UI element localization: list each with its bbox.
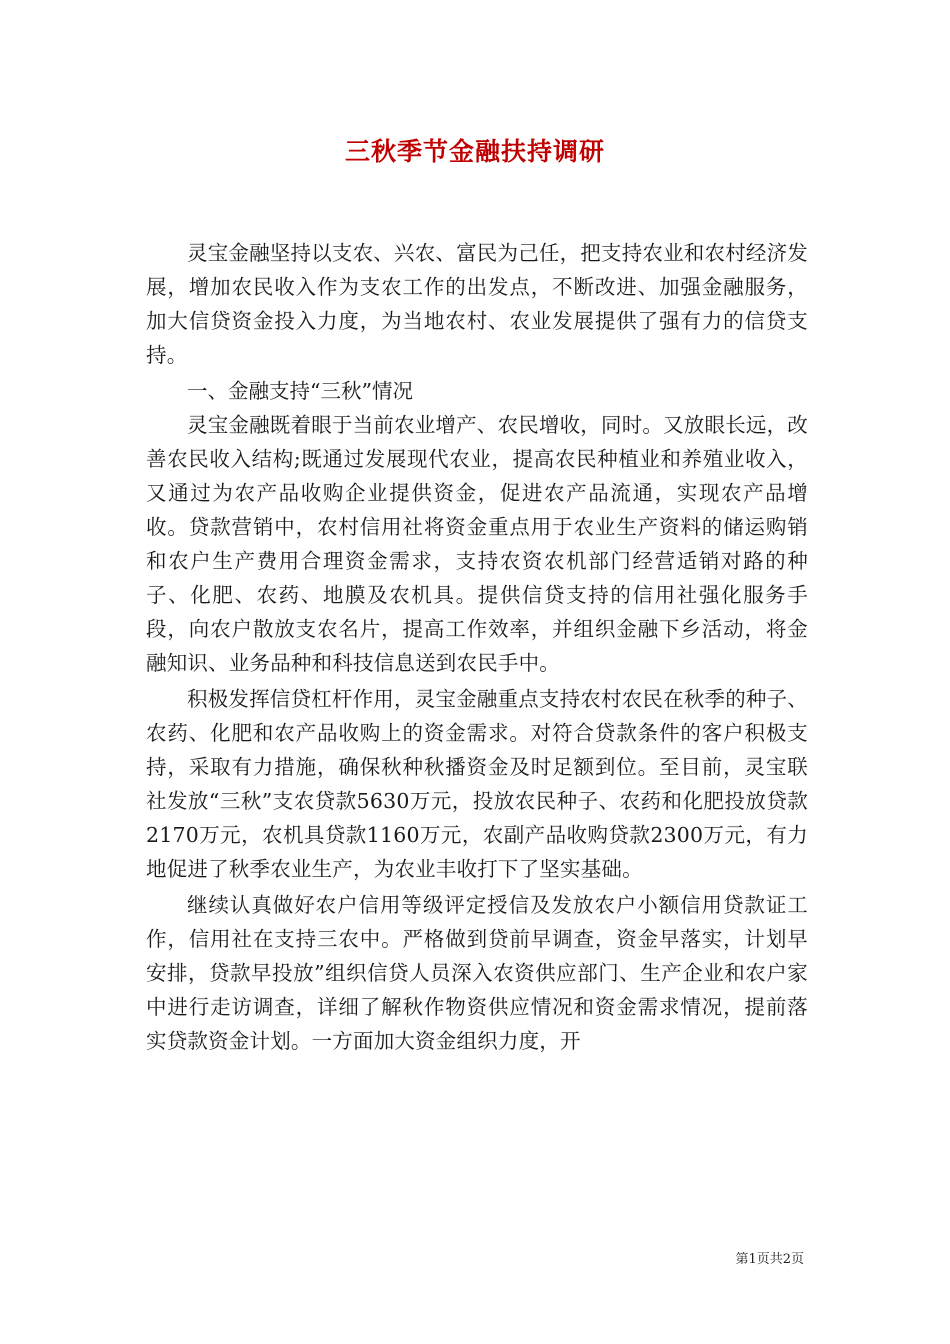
paragraph-intro: 灵宝金融坚持以支农、兴农、富民为己任，把支持农业和农村经济发展，增加农民收入作为支农工作的出发点，不断改进、加强金融服务，加大信贷资金投入力度，为当地农村、农业发展提供了强有力的信贷支持。 <box>146 241 808 367</box>
page-indicator: 第1页共2页 <box>735 1252 804 1267</box>
paragraph-overview: 灵宝金融既着眼于当前农业增产、农民增收，同时。又放眼长远，改善农民收入结构;既通过发展现代农业，提高农民种植业和养殖业收入，又通过为农产品收购企业提供资金，促进农产品流通，实现农产品增收。贷款营销中，农村信用社将资金重点用于农业生产资料的储运购销和农户生产费用合理资金需求，支持农资农机部门经营适销对路的种子、化肥、农药、地膜及农机具。提供信贷支持的信用社强化服务手段，向农户散放支农名片，提高工作效率，并组织金融下乡活动，将金融知识、业务品种和科技信息送到农民手中。 <box>146 413 808 675</box>
section-heading: 一、金融支持“三秋”情况 <box>187 379 413 403</box>
paragraph-credit-leverage: 积极发挥信贷杠杆作用，灵宝金融重点支持农村农民在秋季的种子、农药、化肥和农产品收购上的资金需求。对符合贷款条件的客户积极支持，采取有力措施，确保秋种秋播资金及时足额到位。至目前，灵宝联社发放“三秋”支农贷款5630万元，投放农民种子、农药和化肥投放贷款2170万元，农机具贷款1160万元，农副产品收购贷款2300万元，有力地促进了秋季农业生产，为农业丰收打下了坚实基础。 <box>146 687 808 881</box>
page-title: 三秋季节金融扶持调研 <box>344 137 605 166</box>
paragraph-credit-rating: 继续认真做好农户信用等级评定授信及发放农户小额信用贷款证工作，信用社在支持三农中。严格做到贷前早调查，资金早落实，计划早安排，贷款早投放”组织信贷人员深入农资供应部门、生产企业和农户家中进行走访调查，详细了解秋作物资供应情况和资金需求情况，提前落实贷款资金计划。一方面加大资金组织力度，开 <box>146 893 808 1053</box>
document-body <box>146 236 808 1058</box>
